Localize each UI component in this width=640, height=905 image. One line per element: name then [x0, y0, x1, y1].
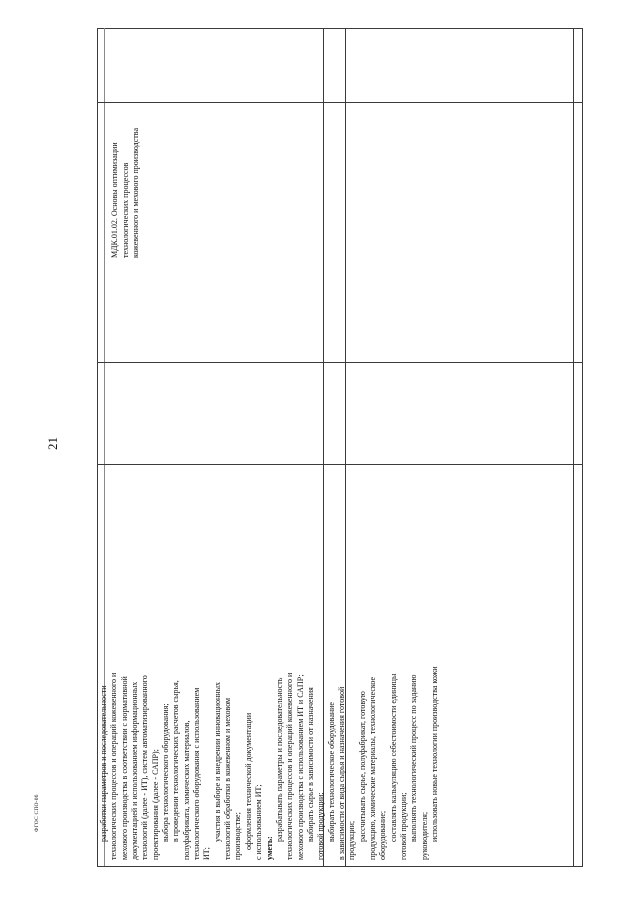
- text-line: продукции;: [347, 820, 357, 860]
- text-line: готовой продукции;: [316, 792, 326, 860]
- text-line: участия в выборе и внедрении инновационных: [212, 682, 222, 842]
- text-line: технологических процессов и операций кожевенного и: [285, 672, 295, 860]
- text-line: разработки параметров и последовательности: [99, 685, 108, 842]
- text-line: ИТ;: [202, 847, 212, 860]
- competencies-lines: [99, 460, 440, 860]
- text-line: продукцию, химические материалы, технологическое: [367, 676, 377, 860]
- table-border-bottom: [97, 866, 583, 867]
- text-line: технологических процессов и операций кожевенного и: [109, 672, 119, 860]
- text-line: технологий обработки в кожевенном и меховом: [223, 697, 233, 860]
- table-border-left: [97, 28, 98, 866]
- text-line: технологий (далее - ИТ), систем автоматизированного: [140, 675, 150, 860]
- mdk-title-cell: МДК.01.02. Основы оптимизации технологических процессов кожевенного и мехового производства: [110, 127, 140, 258]
- text-line: мехового производства с использованием ИТ и САПР;: [295, 674, 305, 860]
- text-line: выбирать технологическое оборудование: [326, 702, 336, 842]
- text-line: составлять калькуляцию себестоимости единицы: [388, 673, 398, 842]
- text-line: в проведении технологических расчетов сырья,: [171, 680, 181, 842]
- row-divider: [97, 102, 583, 103]
- page-number: 21: [45, 437, 60, 450]
- text-line: использовать новые технологии производства кожи: [430, 666, 439, 842]
- text-line: оборудование;: [378, 810, 388, 860]
- text-line: проектирования (далее - САПР);: [150, 749, 160, 860]
- footer-label: ФГОС СПО-06: [34, 794, 40, 832]
- row-divider: [97, 362, 583, 363]
- text-line: выбирать сырье в зависимости от назначения: [305, 687, 315, 842]
- text-line: производстве;: [233, 812, 243, 860]
- text-line: мехового производства в соответствии с нормативной: [119, 676, 129, 860]
- text-line: технологического оборудования с использованием: [192, 687, 202, 860]
- text-line: выполнять технологический процесс по заданию: [409, 674, 419, 842]
- table-border-top: [97, 28, 583, 29]
- text-line: оформления технической документации: [243, 712, 253, 850]
- text-line: выбора технологического оборудования;: [161, 703, 171, 842]
- text-line: готовой продукции;: [398, 792, 408, 860]
- table-border-right: [582, 28, 583, 866]
- text-line: документацией и использованием информационных: [130, 681, 140, 860]
- text-line: уметь:: [264, 836, 274, 860]
- column-divider: [573, 28, 574, 866]
- competencies-text-cell: [99, 460, 569, 860]
- text-line: разрабатывать параметры и последовательность: [274, 677, 284, 842]
- text-line: рассчитывать сырье, полуфабрикат, готовую: [357, 691, 367, 842]
- text-line: полуфабриката, химических материалов,: [181, 720, 191, 860]
- text-line: руководителя;: [419, 811, 429, 860]
- text-line: с использованием ИТ;: [254, 784, 264, 860]
- text-line: в зависимости от вида сырья и назначения готовой: [336, 686, 346, 860]
